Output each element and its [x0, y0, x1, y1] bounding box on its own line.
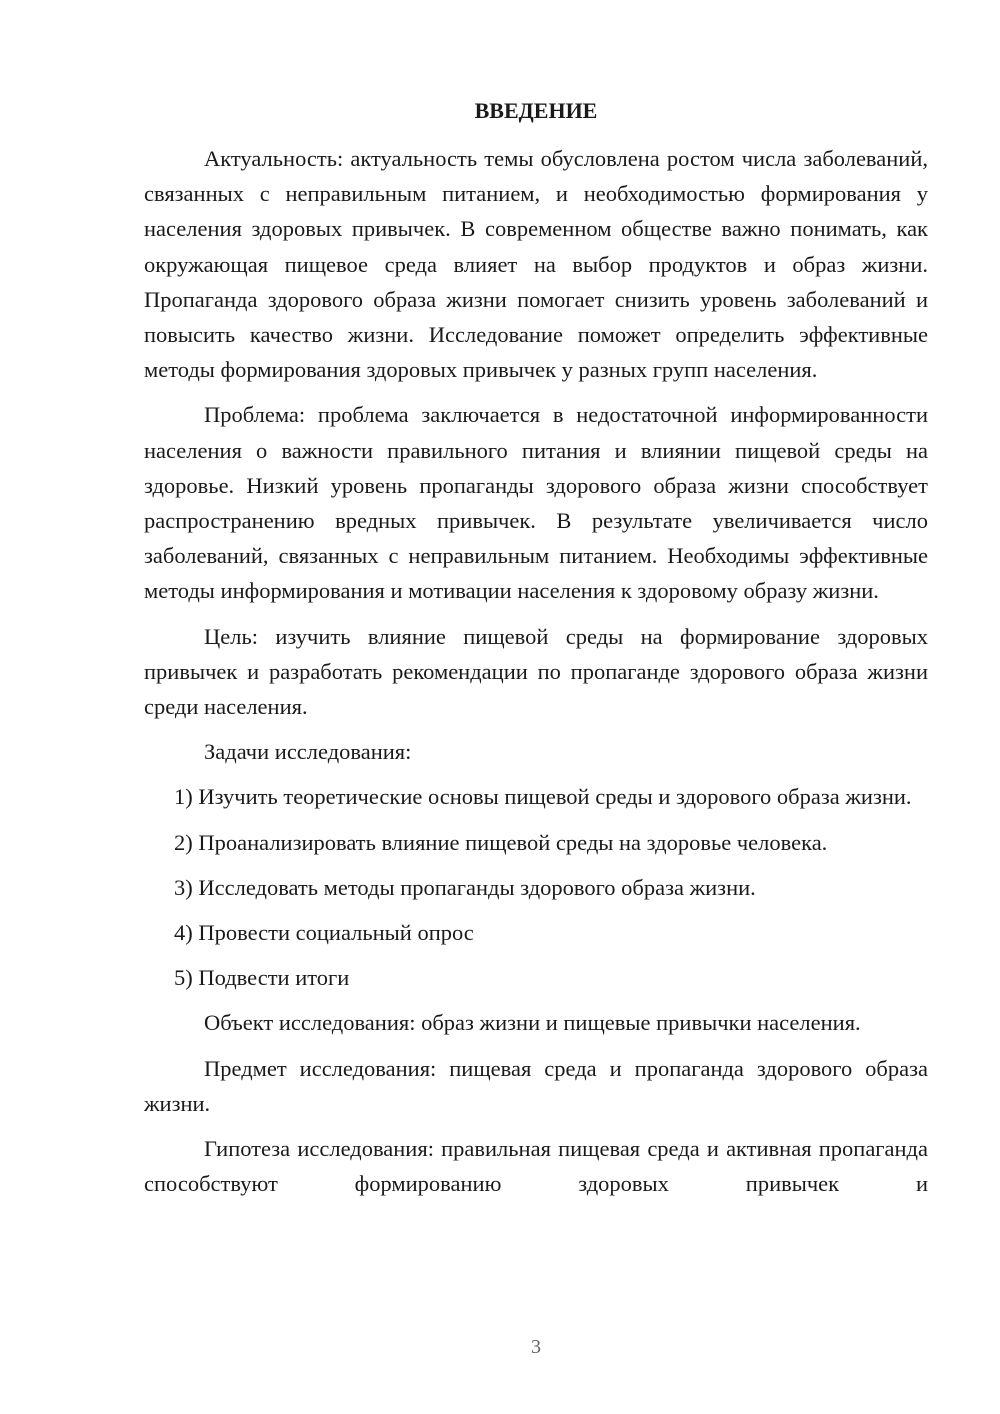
task-item: 3) Исследовать методы пропаганды здорового образа жизни.: [174, 874, 756, 900]
page-title: ВВЕДЕНИЕ: [474, 98, 598, 123]
task-item: 5) Подвести итоги: [174, 965, 350, 991]
task-item: 4) Провести социальный опрос: [174, 920, 474, 946]
page-number: 3: [531, 1336, 541, 1358]
paragraph-object: Объект исследования: образ жизни и пищевые привычки населения.: [204, 1010, 861, 1036]
paragraph-goal: Цель: изучить влияние пищевой среды на формирование здоровых привычек и разработать рекомендации по пропаганде здорового образа жизни среди населения.: [144, 623, 928, 720]
task-item: 1) Изучить теоретические основы пищевой среды и здорового образа жизни.: [174, 784, 912, 810]
paragraph-subject: Предмет исследования: пищевая среда и пропаганда здорового образа жизни.: [144, 1055, 928, 1116]
tasks-heading: Задачи исследования:: [204, 739, 412, 765]
paragraph-hypothesis: Гипотеза исследования: правильная пищевая среда и активная пропаганда способствуют формированию здоровых привычек и: [144, 1136, 928, 1197]
document-page: [144, 0, 928, 1414]
task-item: 2) Проанализировать влияние пищевой среды на здоровье человека.: [174, 829, 828, 855]
paragraph-relevance: Актуальность: актуальность темы обусловлена ростом числа заболеваний, связанных с неправильным питанием, и необходимостью формирования у населения здоровых привычек. В современном обществе важно понимать, как окружающая пищевое среда влияет на выбор продуктов и образ жизни. Пропаганда здорового образа жизни помогает снизить уровень заболеваний и повысить качество жизни. Исследование поможет определить эффективные методы формирования здоровых привычек у разных групп населения.: [144, 146, 928, 383]
paragraph-problem: Проблема: проблема заключается в недостаточной информированности населения о важности правильного питания и влиянии пищевой среды на здоровье. Низкий уровень пропаганды здорового образа жизни способствует распространению вредных привычек. В результате увеличивается число заболеваний, связанных с неправильным питанием. Необходимы эффективные методы информирования и мотивации населения к здоровому образу жизни.: [144, 402, 928, 604]
document-body: [144, 141, 928, 1211]
